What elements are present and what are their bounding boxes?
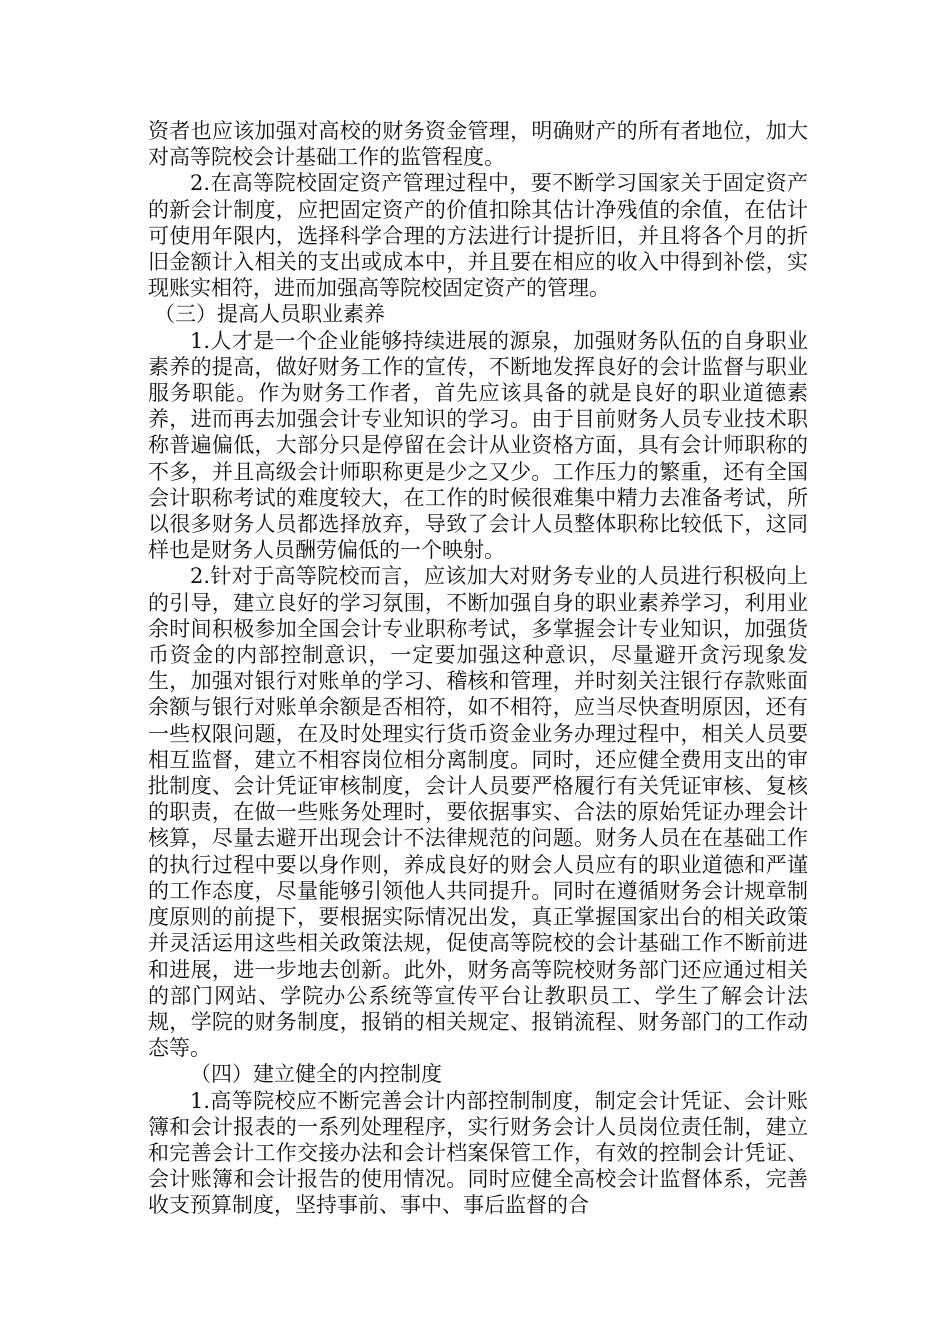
- paragraph-internal-control: 1.高等院校应不断完善会计内部控制制度，制定会计凭证、会计账簿和会计报表的一系列处理程序，实行财务会计人员岗位责任制，建立和完善会计工作交接办法和会计档案保管工作，有效的控制会计凭证、会计账簿和会计报告的使用情况。同时应健全高校会计监督体系，完善收支预算制度，坚持事前、事中、事后监督的合: [148, 1088, 808, 1218]
- paragraph-fixed-assets: 2.在高等院校固定资产管理过程中，要不断学习国家关于固定资产的新会计制度，应把固定资产的价值扣除其估计净残值的余值，在估计可使用年限内，选择科学合理的方法进行计提折旧，并且将各个月的折旧金额计入相关的支出或成本中，并且要在相应的收入中得到补偿，实现账实相符，进而加强高等院校固定资产的管理。: [148, 171, 808, 301]
- paragraph-continuation: 资者也应该加强对高校的财务资金管理，明确财产的所有者地位，加大对高等院校会计基础工作的监管程度。: [148, 119, 808, 170]
- section-heading-4: （四）建立健全的内控制度: [190, 1062, 442, 1087]
- paragraph-guidance: 2.针对于高等院校而言，应该加大对财务专业的人员进行积极向上的引导，建立良好的学习氛围，不断加强自身的职业素养学习，利用业余时间积极参加全国会计专业职称考试，多掌握会计专业知识，加强货币资金的内部控制意识，一定要加强这种意识，尽量避开贪污现象发生，加强对银行对账单的学习、稽核和管理，并时刻关注银行存款账面余额与银行对账单余额是否相符，如不相符，应当尽快查明原因，还有一些权限问题，在及时处理实行货币资金业务办理过程中，相关人员要相互监督，建立不相容岗位相分离制度。同时，还应健全费用支出的审批制度、会计凭证审核制度，会计人员要严格履行有关凭证审核、复核的职责，在做一些账务处理时，要依据事实、合法的原始凭证办理会计核算，尽量去避开出现会计不法律规范的问题。财务人员在在基础工作的执行过程中要以身作则，养成良好的财会人员应有的职业道德和严谨的工作态度，尽量能够引领他人共同提升。同时在遵循财务会计规章制度原则的前提下，要根据实际情况出发，真正掌握国家出台的相关政策并灵活运用这些相关政策法规，促使高等院校的会计基础工作不断前进和进展，进一步地去创新。此外，财务高等院校财务部门还应通过相关的部门网站、学院办公系统等宣传平台让教职员工、学生了解会计法规，学院的财务制度，报销的相关规定、报销流程、财务部门的工作动态等。: [148, 564, 808, 1061]
- paragraph-talent: 1.人才是一个企业能够持续进展的源泉，加强财务队伍的自身职业素养的提高，做好财务工作的宣传，不断地发挥良好的会计监督与职业服务职能。作为财务工作者，首先应该具备的就是良好的职业道德素养，进而再去加强会计专业知识的学习。由于目前财务人员专业技术职称普遍偏低，大部分只是停留在会计从业资格方面，具有会计师职称的不多，并且高级会计师职称更是少之又少。工作压力的繁重，还有全国会计职称考试的难度较大，在工作的时候很难集中精力去准备考试，所以很多财务人员都选择放弃，导致了会计人员整体职称比较低下，这同样也是财务人员酬劳偏低的一个映射。: [148, 328, 808, 563]
- document-body: [148, 118, 808, 1219]
- section-heading-3: （三）提高人员职业素养: [154, 302, 385, 327]
